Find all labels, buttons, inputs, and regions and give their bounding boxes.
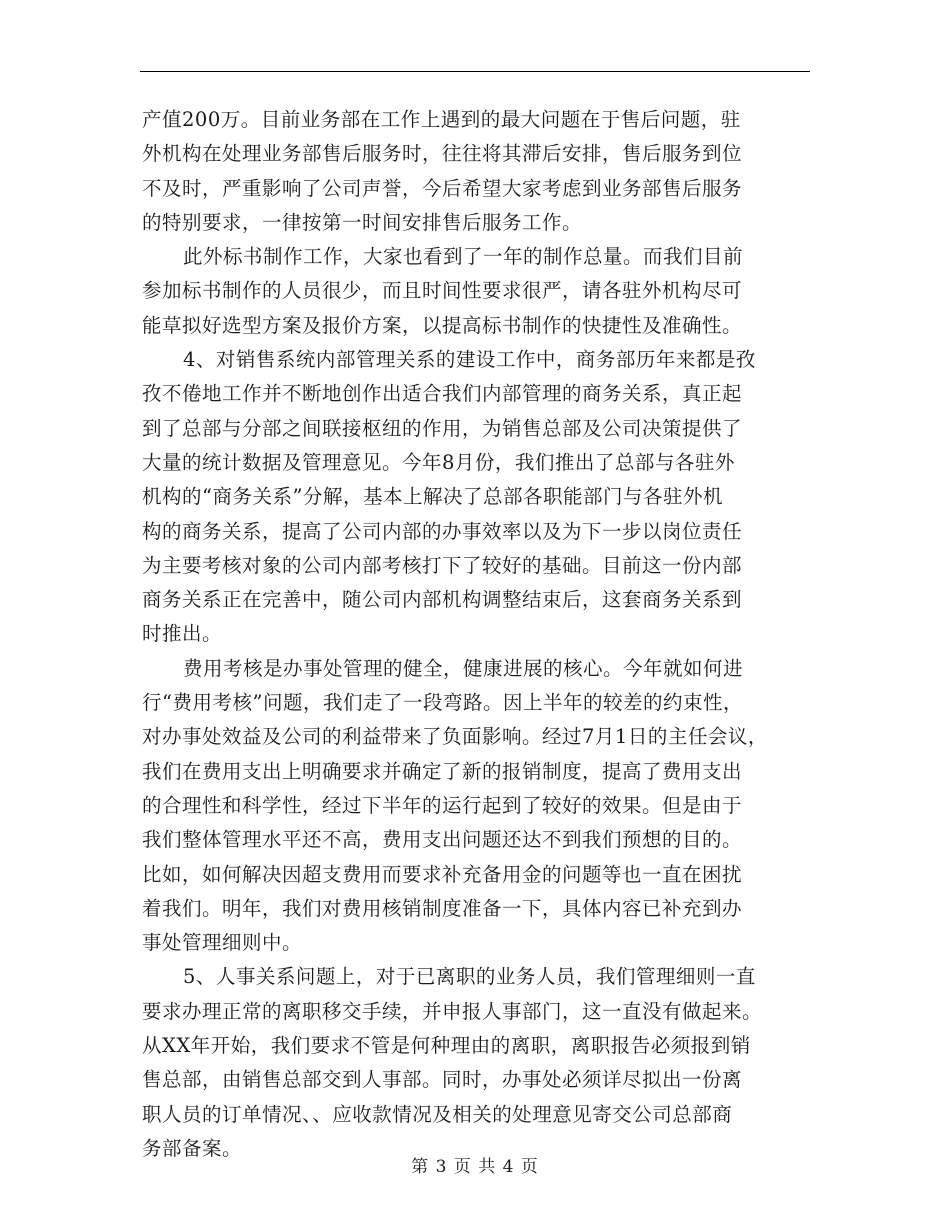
text-line: 职人员的订单情况、、应收款情况及相关的处理意见寄交公司总部商 bbox=[142, 1102, 733, 1126]
text-line: 不及时，严重影响了公司声誉，今后希望大家考虑到业务部售后服务 bbox=[142, 176, 743, 200]
text-line: 商务关系正在完善中，随公司内部机构调整结束后，这套商务关系到 bbox=[142, 588, 743, 612]
text-line: 参加标书制作的人员很少，而且时间性要求很严，请各驻外机构尽可 bbox=[142, 279, 743, 303]
text-line: 着我们。明年，我们对费用核销制度准备一下，具体内容已补充到办 bbox=[142, 896, 743, 920]
text-line: 孜不倦地工作并不断地创作出适合我们内部管理的商务关系，真正起 bbox=[142, 382, 743, 406]
text-line: 事处管理细则中。 bbox=[142, 931, 303, 955]
text-line: 大量的统计数据及管理意见。今年8月份，我们推出了总部与各驻外 bbox=[142, 450, 735, 474]
text-line: 构的商务关系，提高了公司内部的办事效率以及为下一步以岗位责任 bbox=[142, 519, 743, 543]
header-rule bbox=[140, 71, 810, 72]
text-line: 机构的“商务关系”分解，基本上解决了总部各职能部门与各驻外机 bbox=[142, 485, 723, 509]
text-line: 产值200万。目前业务部在工作上遇到的最大问题在于售后问题，驻 bbox=[142, 108, 741, 131]
text-line: 我们整体管理水平还不高，费用支出问题还达不到我们预想的目的。 bbox=[142, 828, 743, 852]
text-line: 时推出。 bbox=[142, 622, 223, 646]
text-line: 能草拟好选型方案及报价方案，以提高标书制作的快捷性及准确性。 bbox=[142, 313, 743, 337]
text-line: 为主要考核对象的公司内部考核打下了较好的基础。目前这一份内部 bbox=[142, 553, 743, 577]
text-line: 的合理性和科学性，经过下半年的运行起到了较好的效果。但是由于 bbox=[142, 793, 743, 817]
text-line: 务部备案。 bbox=[142, 1136, 243, 1160]
text-line: 对办事处效益及公司的利益带来了负面影响。经过7月1日的主任会议， bbox=[142, 725, 768, 749]
text-line: 此外标书制作工作，大家也看到了一年的制作总量。而我们目前 bbox=[183, 245, 744, 269]
text-line: 我们在费用支出上明确要求并确定了新的报销制度，提高了费用支出 bbox=[142, 759, 743, 783]
text-line: 要求办理正常的离职移交手续，并申报人事部门，这一直没有做起来。 bbox=[142, 999, 763, 1023]
page-footer: 第 3 页 共 4 页 bbox=[411, 1157, 539, 1177]
text-line: 比如，如何解决因超支费用而要求补充备用金的问题等也一直在困扰 bbox=[142, 862, 743, 886]
text-line: 外机构在处理业务部售后服务时，往往将其滞后安排，售后服务到位 bbox=[142, 142, 743, 166]
document-body bbox=[142, 103, 832, 1166]
text-line: 行“费用考核”问题，我们走了一段弯路。因上半年的较差的约束性， bbox=[142, 691, 743, 715]
text-line: 4、对销售系统内部管理关系的建设工作中，商务部历年来都是孜 bbox=[183, 348, 756, 372]
text-line: 费用考核是办事处管理的健全，健康进展的核心。今年就如何进 bbox=[183, 656, 744, 680]
text-line: 到了总部与分部之间联接枢纽的作用，为销售总部及公司决策提供了 bbox=[142, 416, 743, 440]
text-line: 的特别要求，一律按第一时间安排售后服务工作。 bbox=[142, 210, 583, 234]
text-line: 售总部，由销售总部交到人事部。同时，办事处必须详尽拟出一份离 bbox=[142, 1068, 743, 1092]
text-line: 从XX年开始，我们要求不管是何种理由的离职，离职报告必须报到销 bbox=[142, 1034, 751, 1058]
text-line: 5、人事关系问题上，对于已离职的业务人员，我们管理细则一直 bbox=[183, 965, 756, 989]
